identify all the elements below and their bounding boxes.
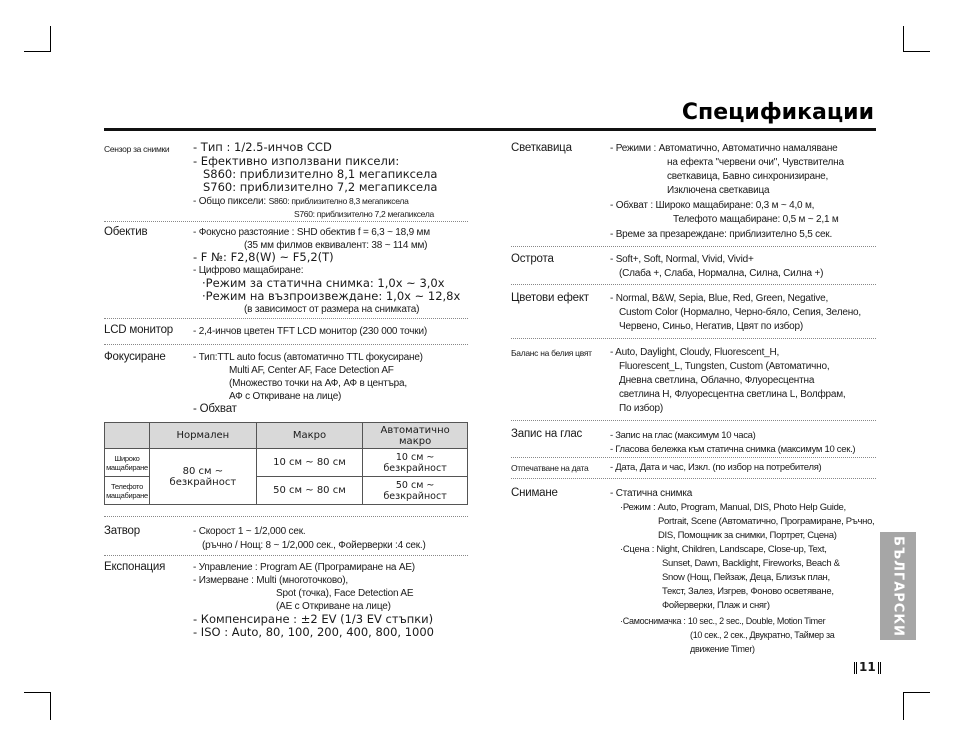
crop-mark bbox=[903, 692, 930, 693]
focus-line: (Множество точки на АФ, АФ в центъра, bbox=[229, 378, 407, 389]
shutter-line: (ръчно / Нощ: 8 ~ 1/2,000 сек., Фойерверки :4 сек.) bbox=[202, 540, 426, 551]
flash-line: - Време за презареждане: приблизително 5,5 сек. bbox=[610, 229, 833, 240]
table-header: Макро bbox=[256, 423, 363, 449]
flash-line: - Режими : Автоматично, Автоматично намаляване bbox=[610, 143, 838, 154]
table-cell: 10 см ~ 80 см bbox=[256, 449, 363, 477]
shooting-line: Текст, Залез, Изгрев, Фоново осветяване, bbox=[662, 586, 834, 597]
crop-mark bbox=[903, 26, 904, 52]
shooting-line: (10 сек., 2 сек., Двукратно, Таймер за bbox=[690, 630, 835, 640]
language-tab-label: БЪЛГАРСКИ bbox=[890, 535, 906, 637]
exposure-line: - Компенсиране : ±2 EV (1/3 EV стъпки) bbox=[193, 612, 434, 626]
lens-line: - F №: F2,8(W) ~ F5,2(T) bbox=[193, 250, 334, 264]
shooting-line: ·Самоснимачка : 10 sec., 2 sec., Double, Motion Timer bbox=[620, 616, 826, 626]
table-row-header: Широко мащабиране bbox=[105, 449, 150, 477]
shutter-line: - Скорост 1 ~ 1/2,000 сек. bbox=[193, 526, 306, 537]
focus-line: Multi AF, Center AF, Face Detection AF bbox=[229, 365, 394, 376]
table-cell: 50 см ~ безкрайност bbox=[363, 477, 468, 505]
sensor-line: - Тип : 1/2.5-инчов CCD bbox=[193, 140, 332, 154]
lcd-label: LCD монитор bbox=[104, 324, 174, 336]
shooting-label: Снимане bbox=[511, 487, 558, 499]
sensor-line: - Ефективно използвани пиксели: bbox=[193, 154, 400, 168]
sharpness-label: Острота bbox=[511, 253, 554, 265]
sensor-line: S860: приблизително 8,1 мегапиксела bbox=[203, 167, 438, 181]
flash-line: светкавица, Бавно синхронизиране, bbox=[667, 171, 829, 182]
focus-label: Фокусиране bbox=[104, 351, 166, 363]
voice-line: - Запис на глас (максимум 10 часа) bbox=[610, 430, 756, 441]
crop-mark bbox=[903, 692, 904, 720]
table-corner bbox=[105, 423, 150, 449]
flash-line: на ефекта "червени очи", Чувствителна bbox=[667, 157, 844, 168]
lens-line: - Фокусно разстояние : SHD обектив f = 6,3 ~ 18,9 мм bbox=[193, 227, 430, 238]
title-rule bbox=[104, 128, 876, 131]
exposure-label: Експонация bbox=[104, 561, 166, 573]
table-header: Автоматично макро bbox=[363, 423, 468, 449]
exposure-line: (AE с Откриване на лице) bbox=[276, 601, 391, 612]
focus-line: - Тип:TTL auto focus (автоматично TTL фокусиране) bbox=[193, 352, 423, 363]
voice-label: Запис на глас bbox=[511, 428, 583, 440]
shooting-line: DIS, Помощник за снимки, Портрет, Сцена) bbox=[658, 530, 837, 541]
sensor-line: S760: приблизително 7,2 мегапиксела bbox=[203, 180, 438, 194]
color-effect-line: - Normal, B&W, Sepia, Blue, Red, Green, Negative, bbox=[610, 293, 829, 304]
sensor-line: S860: приблизително 8,3 мегапиксела bbox=[268, 196, 409, 206]
exposure-line: - ISO : Auto, 80, 100, 200, 400, 800, 1000 bbox=[193, 625, 435, 639]
lcd-line: - 2,4-инчов цветен TFT LCD монитор (230 000 точки) bbox=[193, 326, 427, 337]
white-balance-line: светлина H, Флуоресцентна светлина L, Волфрам, bbox=[619, 389, 846, 400]
focus-line: - Обхват bbox=[193, 403, 237, 415]
crop-mark bbox=[24, 51, 51, 52]
lens-line: (35 мм филмов еквивалент: 38 ~ 114 мм) bbox=[244, 240, 428, 251]
shooting-line: - Статична снимка bbox=[610, 488, 693, 499]
exposure-line: - Управление : Program AE (Програмиране на AE) bbox=[193, 562, 415, 573]
flash-line: - Обхват : Широко мащабиране: 0,3 м ~ 4,0 м, bbox=[610, 200, 815, 211]
sharpness-line: (Слаба +, Слаба, Нормална, Силна, Силна +) bbox=[619, 268, 824, 279]
divider bbox=[104, 555, 468, 556]
crop-mark bbox=[50, 692, 51, 720]
crop-mark bbox=[24, 692, 51, 693]
lens-line: - Цифрово мащабиране: bbox=[193, 265, 304, 276]
shooting-line: Фойерверки, Плаж и сняг) bbox=[662, 600, 770, 611]
table-cell: 50 см ~ 80 см bbox=[256, 477, 363, 505]
divider bbox=[511, 420, 876, 421]
lens-label: Обектив bbox=[104, 226, 148, 238]
shooting-line: движение Timer) bbox=[690, 644, 755, 654]
shooting-line: ·Режим : Auto, Program, Manual, DIS, Photo Help Guide, bbox=[620, 502, 846, 513]
sensor-label: Сензор за снимки bbox=[104, 144, 170, 154]
shutter-label: Затвор bbox=[104, 525, 140, 537]
divider bbox=[511, 478, 876, 479]
focus-range-table bbox=[104, 422, 468, 505]
shooting-line: Portrait, Scene (Автоматично, Програмиране, Ръчно, bbox=[658, 516, 875, 527]
lens-line: ·Режим за статична снимка: 1,0x ~ 3,0x bbox=[202, 276, 445, 290]
color-effect-line: Custom Color (Нормално, Черно-бяло, Сепия, Зелено, bbox=[619, 307, 861, 318]
flash-line: Изключена светкавица bbox=[667, 185, 770, 196]
divider bbox=[511, 457, 876, 458]
white-balance-line: Дневна светлина, Облачно, Флуоресцентна bbox=[619, 375, 815, 386]
exposure-line: Spot (точка), Face Detection AE bbox=[276, 588, 414, 599]
exposure-line: - Измерване : Multi (многоточково), bbox=[193, 575, 348, 586]
crop-mark bbox=[903, 51, 930, 52]
white-balance-line: Fluorescent_L, Tungsten, Custom (Автоматично, bbox=[619, 361, 830, 372]
white-balance-line: - Auto, Daylight, Cloudy, Fluorescent_H, bbox=[610, 347, 780, 358]
table-cell: 10 см ~ безкрайност bbox=[363, 449, 468, 477]
page-number-text: 11 bbox=[859, 660, 876, 674]
divider bbox=[104, 221, 468, 222]
date-print-label: Отпечатване на дата bbox=[511, 463, 589, 473]
divider bbox=[511, 338, 876, 339]
table-row-header: Телефото мащабиране bbox=[105, 477, 150, 505]
table-header: Нормален bbox=[149, 423, 256, 449]
white-balance-line: По избор) bbox=[619, 403, 663, 414]
page-title: Спецификации bbox=[681, 100, 874, 125]
lens-line: (в зависимост от размера на снимката) bbox=[244, 304, 420, 315]
language-tab bbox=[880, 532, 916, 640]
color-effect-label: Цветови ефект bbox=[511, 292, 589, 304]
divider bbox=[104, 344, 468, 345]
shooting-line: ·Сцена : Night, Children, Landscape, Close-up, Text, bbox=[620, 544, 827, 555]
sensor-total-pixels bbox=[193, 194, 409, 208]
flash-label: Светкавица bbox=[511, 142, 572, 154]
sensor-line: - Общо пиксели: bbox=[193, 196, 269, 207]
sensor-line: S760: приблизително 7,2 мегапиксела bbox=[294, 209, 434, 219]
page-number bbox=[854, 660, 881, 674]
white-balance-label: Баланс на белия цвят bbox=[511, 348, 592, 358]
date-print-line: - Дата, Дата и час, Изкл. (по избор на потребителя) bbox=[610, 462, 822, 473]
flash-line: Телефото мащабиране: 0,5 м ~ 2,1 м bbox=[673, 214, 839, 225]
voice-line: - Гласова бележка към статична снимка (максимум 10 сек.) bbox=[610, 444, 856, 455]
divider bbox=[511, 246, 876, 247]
lens-line: ·Режим на възпроизвеждане: 1,0x ~ 12,8x bbox=[202, 289, 461, 303]
divider bbox=[511, 284, 876, 285]
divider bbox=[104, 318, 468, 319]
color-effect-line: Червено, Синьо, Негатив, Цвят по избор) bbox=[619, 321, 804, 332]
crop-mark bbox=[50, 26, 51, 52]
sharpness-line: - Soft+, Soft, Normal, Vivid, Vivid+ bbox=[610, 254, 754, 265]
table-cell: 80 см ~ безкрайност bbox=[149, 449, 256, 505]
divider bbox=[104, 516, 468, 517]
focus-line: АФ с Откриване на лице) bbox=[229, 391, 342, 402]
shooting-line: Snow (Нощ, Пейзаж, Деца, Близък план, bbox=[662, 572, 830, 583]
shooting-line: Sunset, Dawn, Backlight, Fireworks, Beach & bbox=[662, 558, 840, 569]
